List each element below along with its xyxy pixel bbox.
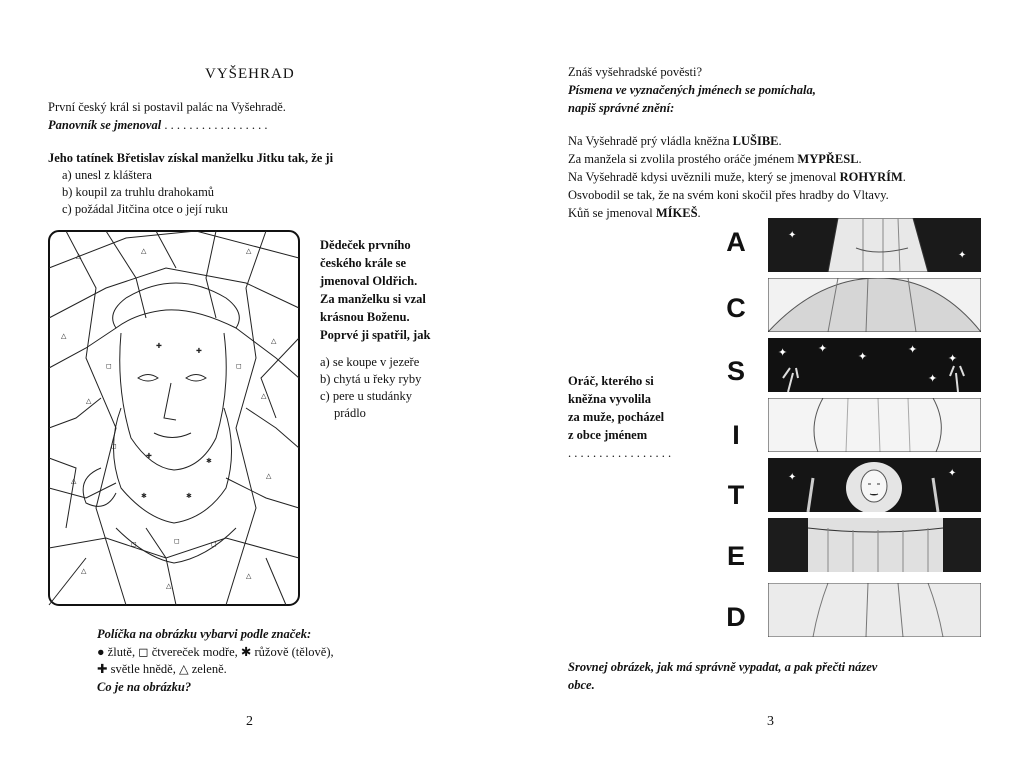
question-2-line: krásnou Boženu. [320, 310, 410, 324]
svg-text:✱: ✱ [141, 492, 147, 500]
picture-strip [768, 278, 981, 332]
svg-text:✚: ✚ [196, 347, 202, 355]
question-instruction: napiš správné znění: [568, 101, 675, 115]
svg-text:◻: ◻ [106, 362, 112, 370]
svg-text:◻: ◻ [131, 540, 137, 548]
orac-question [568, 372, 671, 462]
page-number: 3 [767, 714, 774, 729]
story-text: Na Vyšehradě prý vládla kněžna [568, 134, 733, 148]
scrambled-name: MÍKEŠ [655, 206, 698, 220]
punct: . [778, 134, 782, 148]
svg-text:✦: ✦ [948, 468, 957, 479]
bottom-instruction: Srovnej obrázek, jak má správně vypadat, a pak přečti název [568, 660, 878, 674]
question-2-line: Poprvé ji spatřil, jak [320, 328, 431, 342]
svg-text:✦: ✦ [788, 472, 797, 483]
svg-text:△: △ [71, 477, 77, 485]
story-line [568, 205, 701, 222]
page-number: 2 [246, 714, 253, 729]
punct: . [697, 206, 701, 220]
svg-text:△: △ [266, 472, 272, 480]
puzzle-letter: A [726, 227, 746, 257]
story-text: Na Vyšehradě kdysi uvěznili muže, který se jmenoval [568, 170, 840, 184]
question-2-options [320, 354, 421, 422]
question-instruction: Písmena ve vyznačených jménech se pomíchala, [568, 83, 816, 97]
option-b: b) chytá u řeky ryby [320, 372, 422, 386]
question-2-line: jmenoval Oldřich. [320, 274, 418, 288]
intro-line: První český král si postavil palác na Vyšehradě. [48, 100, 286, 114]
bottom-instruction: obce. [568, 678, 595, 692]
option-c: c) pere u studánky [320, 389, 412, 403]
svg-text:✦: ✦ [818, 343, 828, 355]
scrambled-name: MYPŘESL [797, 152, 859, 166]
svg-text:△: △ [76, 252, 82, 260]
picture-strip [768, 518, 981, 572]
scrambled-name: ROHYRÍM [839, 170, 903, 184]
question-2 [320, 236, 430, 344]
svg-text:✦: ✦ [948, 353, 958, 365]
story-line [568, 133, 782, 150]
puzzle-letter: I [732, 420, 740, 450]
puzzle-letter: S [726, 356, 745, 386]
svg-text:◻: ◻ [236, 362, 242, 370]
orac-line: kněžna vyvolila [568, 392, 651, 406]
legend-line: ● žlutě, ◻ čtvereček modře, ✱ růžově (tělově), [97, 645, 334, 659]
story-line [568, 169, 906, 186]
ruler-question-text: Panovník se jmenoval [48, 118, 162, 132]
svg-text:✱: ✱ [186, 492, 192, 500]
story-text: Za manžela si zvolila prostého oráče jménem [568, 152, 798, 166]
svg-text:✦: ✦ [858, 351, 868, 363]
svg-text:△: △ [166, 582, 172, 590]
svg-text:◻: ◻ [111, 442, 117, 450]
svg-text:✦: ✦ [958, 250, 967, 261]
picture-strip [768, 218, 981, 272]
legend-line: ✚ světle hnědě, △ zeleně. [97, 662, 227, 676]
option-a: a) unesl z kláštera [62, 168, 152, 182]
svg-text:△: △ [86, 397, 92, 405]
page-title: VYŠEHRAD [205, 66, 295, 82]
question-bottom: Co je na obrázku? [97, 680, 192, 694]
question-2-line: Dědeček prvního [320, 238, 411, 252]
question-2-line: Za manželku si vzal [320, 292, 426, 306]
story-text: Kůň se jmenoval [568, 206, 656, 220]
picture-strip [768, 338, 981, 392]
story-line [568, 151, 862, 168]
svg-text:△: △ [141, 247, 147, 255]
question-1-options [62, 167, 228, 218]
svg-text:◻: ◻ [174, 537, 180, 545]
question-1: Jeho tatínek Břetislav získal manželku Jitku tak, že ji [48, 151, 334, 165]
svg-text:△: △ [261, 392, 267, 400]
svg-text:△: △ [246, 572, 252, 580]
answer-blank: . . . . . . . . . . . . . . . . . [568, 446, 672, 460]
question-2-line: českého krále se [320, 256, 407, 270]
scrambled-name: LUŠIBE [732, 134, 779, 148]
orac-line: za muže, pocházel [568, 410, 665, 424]
svg-text:◻: ◻ [211, 540, 217, 548]
picture-strip [768, 398, 981, 452]
puzzle-letter: D [726, 602, 746, 632]
punct: . [858, 152, 862, 166]
option-c: c) požádal Jitčina otce o její ruku [62, 202, 228, 216]
puzzle-letter: T [727, 480, 745, 510]
orac-line: Oráč, kterého si [568, 374, 654, 388]
punct: . [902, 170, 906, 184]
picture-strip [768, 458, 981, 512]
question-intro: Znáš vyšehradské pověsti? [568, 65, 702, 79]
svg-text:✦: ✦ [778, 347, 788, 359]
option-c-continuation: prádlo [334, 406, 366, 420]
svg-text:✦: ✦ [908, 344, 918, 356]
instructions-title: Políčka na obrázku vybarvi podle značek: [97, 627, 312, 641]
svg-text:△: △ [271, 337, 277, 345]
ruler-question [48, 117, 267, 134]
option-a: a) se koupe v jezeře [320, 355, 420, 369]
picture-strip [768, 583, 981, 637]
puzzle-letter: C [726, 293, 746, 323]
svg-text:✚: ✚ [156, 342, 162, 350]
option-b: b) koupil za truhlu drahokamů [62, 185, 215, 199]
svg-text:✱: ✱ [206, 457, 212, 465]
svg-text:✦: ✦ [788, 230, 797, 241]
svg-text:✦: ✦ [928, 373, 938, 385]
svg-text:△: △ [81, 567, 87, 575]
svg-text:△: △ [246, 247, 252, 255]
story-line: Osvobodil se tak, že na svém koni skočil přes hradby do Vltavy. [568, 188, 889, 202]
coloring-picture [46, 228, 302, 608]
orac-line: z obce jménem [568, 428, 648, 442]
answer-blank: . . . . . . . . . . . . . . . . . [164, 118, 268, 132]
puzzle-letter: E [726, 541, 745, 571]
svg-text:✚: ✚ [146, 452, 152, 460]
svg-text:△: △ [61, 332, 67, 340]
